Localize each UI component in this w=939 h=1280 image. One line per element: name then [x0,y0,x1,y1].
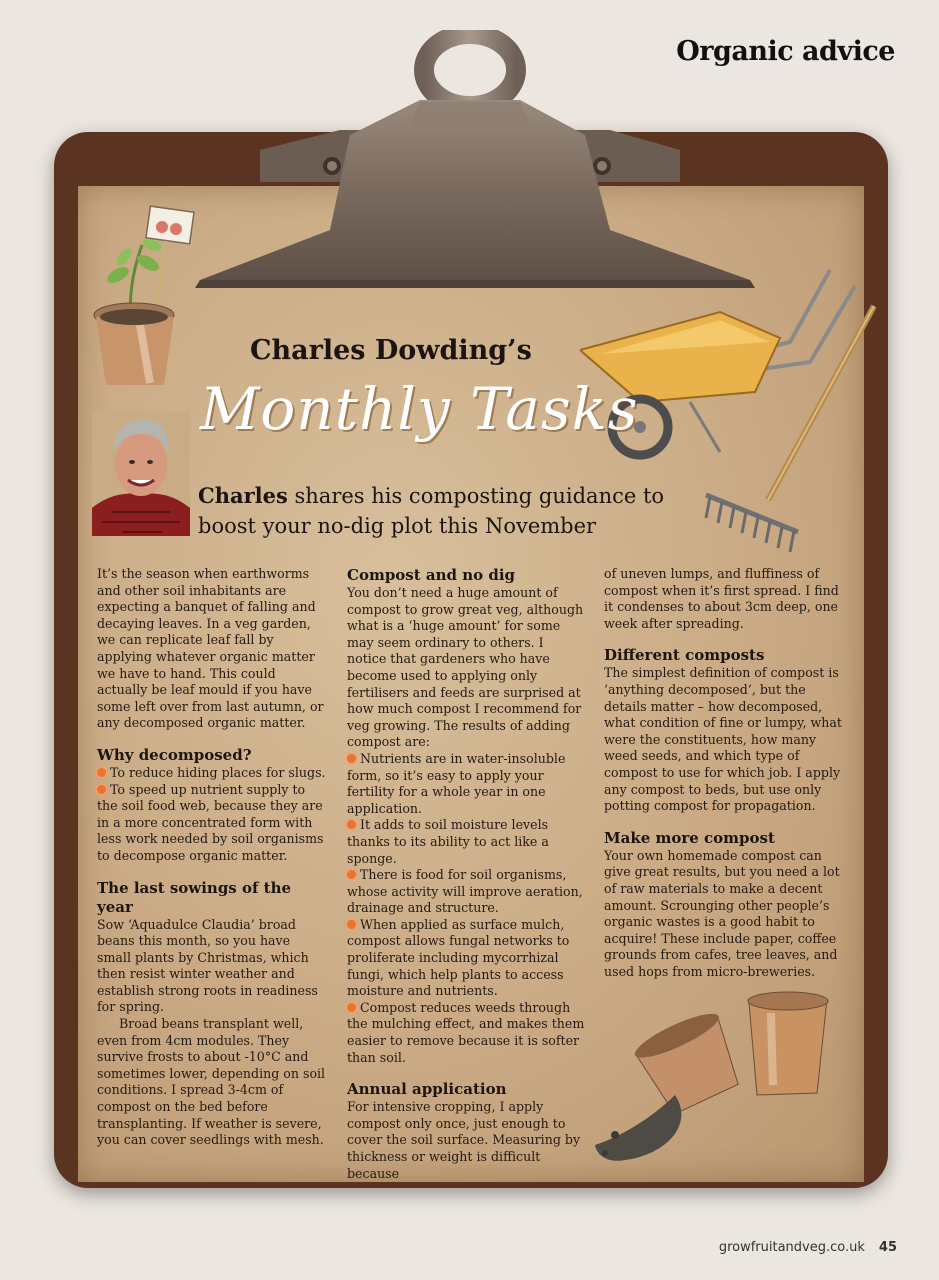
column-1 [97,566,327,1149]
heading-annual-application: Annual application [347,1080,507,1099]
heading-make-more-compost: Make more compost [604,828,775,847]
bullet-icon [97,785,106,794]
bullet-item: It adds to soil moisture levels thanks to its ability to act like a sponge. [347,817,549,866]
heading-different-composts: Different composts [604,646,765,665]
standfirst-text: shares his composting guidance to boost your no-dig plot this November [198,484,665,538]
standfirst [198,481,718,541]
body-paragraph: of uneven lumps, and fluffiness of compost when it’s first spread. I find it condenses to about 3cm deep, one week after spreading. [604,566,839,631]
intro-paragraph: It’s the season when earthworms and other soil inhabitants are expecting a banquet of falling and decaying leaves. In a veg garden, we can replicate leaf fall by applying whatever organic matter we have to hand. This could actually be leaf mould if you have some left over from last autumn, or any decomposed organic matter. [97,566,324,731]
spilled-pots-illustration [585,985,845,1170]
page-footer [719,1240,897,1255]
page-number: 45 [878,1240,897,1255]
bullet-item: Nutrients are in water-insoluble form, so it’s easy to apply your fertility for a whole year in one application. [347,750,566,816]
bullet-item: To reduce hiding places for slugs. [97,765,327,782]
body-paragraph: Broad beans transplant well, even from 4cm modules. They survive frosts to about -10°C and sometimes lower, depending on soil conditions. I spread 3-4cm of compost on the bed before transplanting. If weather is severe, you can cover seedlings with mesh. [97,1016,326,1148]
bullet-icon [347,820,356,829]
bullet-item: When applied as surface mulch, compost allows fungal networks to proliferate including mycorrhizal fungi, which help plants to access moisture and nutrients. [347,916,570,999]
bullet-icon [347,920,356,929]
website-url: growfruitandveg.co.uk [718,1240,865,1255]
section-tag: Organic advice [676,36,895,67]
bullet-icon [97,768,106,777]
heading-last-sowings: The last sowings of the year [97,878,292,916]
bullet-icon [347,870,356,879]
column-3 [604,566,842,980]
bullet-item: To speed up nutrient supply to the soil food web, because they are in a more concentrated form with less work needed by soil organisms to decompose organic matter. [97,781,324,863]
bullet-icon [347,754,356,763]
standfirst-name: Charles [198,483,288,508]
bullet-item: Compost reduces weeds through the mulching effect, and makes them easier to remove because it is softer than soil. [347,999,585,1065]
body-paragraph: For intensive cropping, I apply compost only once, just enough to cover the soil surface. Measuring by thickness or weight is difficult because [347,1099,581,1181]
column-2 [347,566,585,1182]
bullet-icon [347,1003,356,1012]
bullet-item: There is food for soil organisms, whose activity will improve aeration, drainage and structure. [347,867,583,916]
heading-why-decomposed: Why decomposed? [97,745,252,764]
body-paragraph: You don’t need a huge amount of compost to grow great veg, although what is a ‘huge amount’ for some may seem ordinary to others. I notice that gardeners who have become used to applying only fertilisers and feeds are surprised at how much compost I recommend for veg growing. The results of adding compost are: [347,585,584,750]
heading-compost-no-dig: Compost and no dig [347,566,516,584]
plant-pot-illustration [90,205,200,395]
author-photo [92,412,190,536]
body-paragraph: Sow ‘Aquadulce Claudia’ broad beans this month, so you have small plants by Christmas, which then resist winter weather and establish strong roots in readiness for spring. [97,916,318,1015]
rake-illustration [698,300,883,560]
title-line-2: Monthly Tasks [200,375,639,443]
clipboard-clip [190,30,770,292]
body-paragraph: The simplest definition of compost is ‘anything decomposed’, but the details matter – how decomposed, what condition of fine or lumpy, what were the constituents, how many weed seeds, and which type of compost to use for which job. I apply any compost to beds, but use only potting compost for propagation. [604,665,842,814]
body-paragraph: Your own homemade compost can give great results, but you need a lot of raw materials to make a decent amount. Scrounging other people’s organic wastes is a good habit to acquire! These include paper, coffee grounds from cafes, tree leaves, and used hops from micro-breweries. [604,847,840,979]
title-line-1: Charles Dowding’s [250,335,532,366]
